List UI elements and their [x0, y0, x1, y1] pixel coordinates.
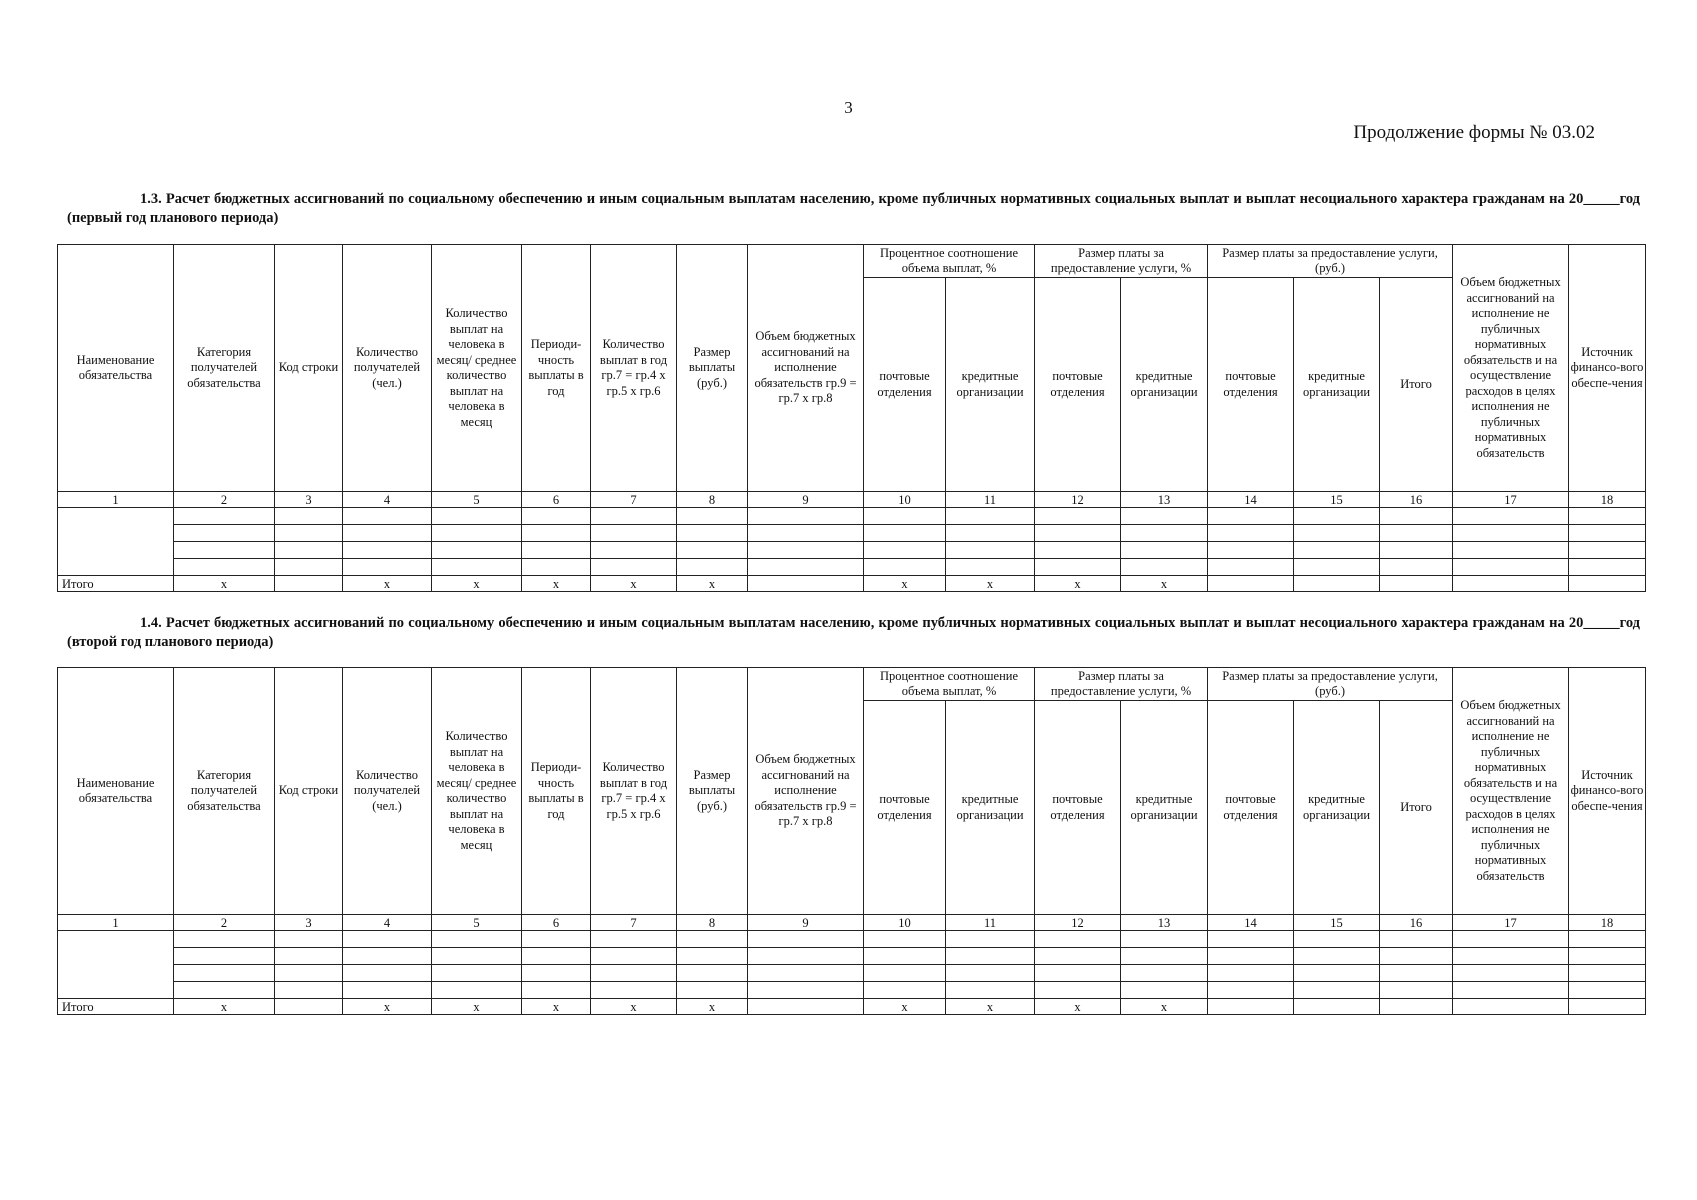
total-cell: x: [1121, 576, 1208, 592]
table-cell[interactable]: [748, 931, 864, 948]
table-cell[interactable]: [677, 525, 748, 542]
table-cell[interactable]: [343, 982, 432, 999]
table-cell[interactable]: [748, 965, 864, 982]
table-cell[interactable]: [1294, 948, 1380, 965]
form-continuation: Продолжение формы № 03.02: [1353, 122, 1595, 143]
header-obligation-name: Наименование обязательства: [58, 668, 174, 915]
column-number: 3: [275, 492, 343, 508]
table-cell[interactable]: [275, 559, 343, 576]
table-cell[interactable]: [1294, 525, 1380, 542]
table-cell[interactable]: [174, 965, 275, 982]
table-cell[interactable]: [591, 525, 677, 542]
total-cell[interactable]: [1569, 576, 1646, 592]
total-cell: x: [1035, 999, 1121, 1015]
total-cell[interactable]: [1453, 999, 1569, 1015]
header-post-offices: почтовые отделения: [1035, 278, 1121, 492]
header-obligation-name: Наименование обязательства: [58, 245, 174, 492]
header-percent-ratio: Процентное соотношение объема выплат, %: [864, 245, 1035, 278]
budget-table-1-4: [57, 667, 1646, 1015]
table-cell[interactable]: [1294, 559, 1380, 576]
table-cell[interactable]: [864, 542, 946, 559]
total-cell: x: [864, 999, 946, 1015]
table-cell[interactable]: [275, 982, 343, 999]
table-cell[interactable]: [174, 559, 275, 576]
table-cell[interactable]: [275, 542, 343, 559]
table-cell[interactable]: [1208, 982, 1294, 999]
section-title-1-3: 1.3. Расчет бюджетных ассигнований по социальному обеспечению и иным социальным выплатам населению, кроме публичных нормативных социальных выплат и выплат несоциального характера гражданам на 20_____год (первый год планового периода): [67, 191, 1640, 226]
table-cell[interactable]: [343, 965, 432, 982]
table-cell[interactable]: [1208, 948, 1294, 965]
header-total: Итого: [1380, 701, 1453, 915]
column-number: 14: [1208, 492, 1294, 508]
column-number: 13: [1121, 492, 1208, 508]
header-credit-orgs: кредитные организации: [946, 701, 1035, 915]
table-cell[interactable]: [677, 948, 748, 965]
column-number: 16: [1380, 915, 1453, 931]
column-number: 11: [946, 915, 1035, 931]
header-payments-per-person: Количество выплат на человека в месяц/ среднее количество выплат на человека в месяц: [432, 245, 522, 492]
total-cell: x: [432, 999, 522, 1015]
column-number: 13: [1121, 915, 1208, 931]
column-number: 2: [174, 915, 275, 931]
table-cell[interactable]: [677, 982, 748, 999]
total-cell: x: [522, 576, 591, 592]
total-cell[interactable]: [275, 999, 343, 1015]
table-cell[interactable]: [522, 542, 591, 559]
column-number: 4: [343, 492, 432, 508]
table-cell[interactable]: [946, 542, 1035, 559]
table-row: [58, 965, 1646, 982]
total-cell[interactable]: [1380, 576, 1453, 592]
table-row: [58, 525, 1646, 542]
column-number: 9: [748, 492, 864, 508]
table-cell[interactable]: [1380, 948, 1453, 965]
column-number: 14: [1208, 915, 1294, 931]
column-number: 10: [864, 492, 946, 508]
header-fee-percent: Размер платы за предоставление услуги, %: [1035, 245, 1208, 278]
header-recipient-count: Количество получателей (чел.): [343, 668, 432, 915]
table-cell[interactable]: [1294, 982, 1380, 999]
column-number: 6: [522, 915, 591, 931]
header-recipient-category: Категория получателей обязательства: [174, 245, 275, 492]
table-cell[interactable]: [1121, 559, 1208, 576]
table-cell[interactable]: [591, 559, 677, 576]
table-cell[interactable]: [748, 508, 864, 525]
header-post-offices: почтовые отделения: [1208, 278, 1294, 492]
table-cell[interactable]: [1569, 931, 1646, 948]
total-cell: x: [677, 999, 748, 1015]
table-cell[interactable]: [1453, 982, 1569, 999]
table-cell[interactable]: [1208, 559, 1294, 576]
table-cell[interactable]: [1453, 965, 1569, 982]
header-post-offices: почтовые отделения: [1035, 701, 1121, 915]
table-cell[interactable]: [1569, 559, 1646, 576]
header-credit-orgs: кредитные организации: [1294, 701, 1380, 915]
table-cell[interactable]: [677, 965, 748, 982]
table-cell[interactable]: [748, 559, 864, 576]
table-cell[interactable]: [748, 525, 864, 542]
table-cell[interactable]: [343, 559, 432, 576]
table-cell[interactable]: [1453, 948, 1569, 965]
table-cell[interactable]: [864, 948, 946, 965]
total-cell[interactable]: [275, 576, 343, 592]
table-cell[interactable]: [748, 542, 864, 559]
column-number: 18: [1569, 492, 1646, 508]
table-row: [58, 931, 1646, 948]
column-number: 7: [591, 915, 677, 931]
table-cell[interactable]: [174, 948, 275, 965]
header-payment-size: Размер выплаты (руб.): [677, 245, 748, 492]
total-cell: x: [591, 576, 677, 592]
table-cell[interactable]: [275, 525, 343, 542]
table-cell[interactable]: [1380, 931, 1453, 948]
table-cell[interactable]: [1121, 931, 1208, 948]
table-cell[interactable]: [1294, 965, 1380, 982]
header-post-offices: почтовые отделения: [864, 701, 946, 915]
table-cell[interactable]: [1121, 508, 1208, 525]
table-cell[interactable]: [174, 542, 275, 559]
table-cell[interactable]: [522, 559, 591, 576]
table-cell[interactable]: [432, 931, 522, 948]
header-payments-per-year: Количество выплат в год гр.7 = гр.4 x гр.5 x гр.6: [591, 668, 677, 915]
header-payment-size: Размер выплаты (руб.): [677, 668, 748, 915]
table-cell[interactable]: [1208, 542, 1294, 559]
total-row: [58, 999, 1646, 1015]
table-cell[interactable]: [864, 931, 946, 948]
header-credit-orgs: кредитные организации: [1294, 278, 1380, 492]
table-cell[interactable]: [591, 542, 677, 559]
table-cell[interactable]: [1380, 965, 1453, 982]
table-cell[interactable]: [1121, 525, 1208, 542]
table-cell[interactable]: [1569, 542, 1646, 559]
table-row: [58, 542, 1646, 559]
table-cell[interactable]: [1569, 525, 1646, 542]
section-title-1-4: 1.4. Расчет бюджетных ассигнований по социальному обеспечению и иным социальным выплатам населению, кроме публичных нормативных социальных выплат и выплат несоциального характера гражданам на 20_____год (второй год планового периода): [67, 615, 1640, 650]
column-number: 17: [1453, 492, 1569, 508]
table-cell[interactable]: [522, 508, 591, 525]
table-cell[interactable]: [1035, 982, 1121, 999]
column-number: 10: [864, 915, 946, 931]
table-cell[interactable]: [343, 508, 432, 525]
table-row: [58, 508, 1646, 525]
total-cell: x: [174, 999, 275, 1015]
total-row: [58, 576, 1646, 592]
column-number: 11: [946, 492, 1035, 508]
column-number: 12: [1035, 915, 1121, 931]
total-cell[interactable]: [1294, 999, 1380, 1015]
table-cell[interactable]: [1121, 982, 1208, 999]
table-cell[interactable]: [1035, 931, 1121, 948]
total-cell[interactable]: [1569, 999, 1646, 1015]
table-cell[interactable]: [275, 931, 343, 948]
table-cell[interactable]: [1035, 508, 1121, 525]
table-row: [58, 559, 1646, 576]
column-number: 18: [1569, 915, 1646, 931]
column-numbers-row: [58, 915, 1646, 931]
table-cell[interactable]: [1380, 525, 1453, 542]
column-number: 8: [677, 915, 748, 931]
column-number: 5: [432, 915, 522, 931]
table-cell[interactable]: [591, 508, 677, 525]
header-fee-rub: Размер платы за предоставление услуги, (руб.): [1208, 245, 1453, 278]
table-cell[interactable]: [1035, 559, 1121, 576]
table-cell[interactable]: [591, 965, 677, 982]
table-cell[interactable]: [1208, 965, 1294, 982]
table-cell[interactable]: [864, 508, 946, 525]
table-cell[interactable]: [522, 948, 591, 965]
header-allocation-volume: Объем бюджетных ассигнований на исполнение обязательств гр.9 = гр.7 x гр.8: [748, 668, 864, 915]
header-nonpublic-volume: Объем бюджетных ассигнований на исполнение не публичных нормативных обязательств и на осуществление расходов в целях исполнения не публичных нормативных обязательств: [1453, 245, 1569, 492]
total-cell: x: [522, 999, 591, 1015]
table-cell[interactable]: [1453, 931, 1569, 948]
total-cell: x: [591, 999, 677, 1015]
table-row: [58, 948, 1646, 965]
column-number: 4: [343, 915, 432, 931]
table-cell[interactable]: [275, 965, 343, 982]
table-cell[interactable]: [946, 508, 1035, 525]
header-row-code: Код строки: [275, 668, 343, 915]
table-cell[interactable]: [58, 508, 174, 576]
column-number: 17: [1453, 915, 1569, 931]
budget-table-1-3: [57, 244, 1646, 592]
column-number: 12: [1035, 492, 1121, 508]
table-cell[interactable]: [174, 525, 275, 542]
header-payments-per-year: Количество выплат в год гр.7 = гр.4 x гр.5 x гр.6: [591, 245, 677, 492]
table-cell[interactable]: [1121, 542, 1208, 559]
table-cell[interactable]: [343, 542, 432, 559]
table-cell[interactable]: [1208, 931, 1294, 948]
table-cell[interactable]: [343, 931, 432, 948]
table-cell[interactable]: [432, 508, 522, 525]
header-credit-orgs: кредитные организации: [1121, 278, 1208, 492]
header-payments-per-person: Количество выплат на человека в месяц/ среднее количество выплат на человека в месяц: [432, 668, 522, 915]
total-cell: x: [946, 576, 1035, 592]
total-cell[interactable]: [1208, 999, 1294, 1015]
header-post-offices: почтовые отделения: [1208, 701, 1294, 915]
table-cell[interactable]: [1380, 559, 1453, 576]
table-cell[interactable]: [1208, 508, 1294, 525]
table-cell[interactable]: [946, 559, 1035, 576]
column-number: 5: [432, 492, 522, 508]
table-cell[interactable]: [1569, 948, 1646, 965]
table-cell[interactable]: [522, 525, 591, 542]
total-cell[interactable]: [1208, 576, 1294, 592]
header-percent-ratio: Процентное соотношение объема выплат, %: [864, 668, 1035, 701]
table-cell[interactable]: [1121, 948, 1208, 965]
table-cell[interactable]: [946, 931, 1035, 948]
table-cell[interactable]: [677, 559, 748, 576]
column-number: 9: [748, 915, 864, 931]
table-cell[interactable]: [432, 542, 522, 559]
table-cell[interactable]: [1453, 508, 1569, 525]
table-cell[interactable]: [946, 525, 1035, 542]
column-number: 7: [591, 492, 677, 508]
total-cell: x: [343, 999, 432, 1015]
table-cell[interactable]: [1294, 931, 1380, 948]
table-cell[interactable]: [522, 931, 591, 948]
table-cell[interactable]: [1380, 508, 1453, 525]
table-cell[interactable]: [677, 931, 748, 948]
total-cell: x: [432, 576, 522, 592]
table-cell[interactable]: [522, 965, 591, 982]
table-cell[interactable]: [275, 948, 343, 965]
table-cell[interactable]: [275, 508, 343, 525]
table-cell[interactable]: [591, 982, 677, 999]
column-number: 1: [58, 492, 174, 508]
header-post-offices: почтовые отделения: [864, 278, 946, 492]
table-cell[interactable]: [1121, 965, 1208, 982]
table-cell[interactable]: [174, 931, 275, 948]
table-cell[interactable]: [1294, 542, 1380, 559]
table-cell[interactable]: [432, 982, 522, 999]
table-cell[interactable]: [864, 965, 946, 982]
column-numbers-row: [58, 492, 1646, 508]
table-cell[interactable]: [432, 559, 522, 576]
table-cell[interactable]: [864, 559, 946, 576]
table-cell[interactable]: [1035, 542, 1121, 559]
table-cell[interactable]: [748, 948, 864, 965]
column-number: 2: [174, 492, 275, 508]
table-cell[interactable]: [1035, 948, 1121, 965]
table-cell[interactable]: [864, 982, 946, 999]
column-number: 3: [275, 915, 343, 931]
table-cell[interactable]: [677, 508, 748, 525]
table-cell[interactable]: [1294, 508, 1380, 525]
column-number: 16: [1380, 492, 1453, 508]
total-cell[interactable]: [748, 576, 864, 592]
table-row: [58, 982, 1646, 999]
header-periodicity: Периоди-чность выплаты в год: [522, 668, 591, 915]
column-number: 1: [58, 915, 174, 931]
table-cell[interactable]: [1569, 508, 1646, 525]
header-credit-orgs: кредитные организации: [1121, 701, 1208, 915]
total-cell[interactable]: [1294, 576, 1380, 592]
table-cell[interactable]: [174, 508, 275, 525]
total-cell: x: [677, 576, 748, 592]
total-cell: x: [946, 999, 1035, 1015]
total-cell: x: [174, 576, 275, 592]
table-cell[interactable]: [343, 948, 432, 965]
column-number: 6: [522, 492, 591, 508]
header-row-code: Код строки: [275, 245, 343, 492]
header-nonpublic-volume: Объем бюджетных ассигнований на исполнение не публичных нормативных обязательств и на осуществление расходов в целях исполнения не публичных нормативных обязательств: [1453, 668, 1569, 915]
column-number: 15: [1294, 492, 1380, 508]
column-number: 15: [1294, 915, 1380, 931]
table-cell[interactable]: [591, 931, 677, 948]
table-cell[interactable]: [946, 965, 1035, 982]
header-total: Итого: [1380, 278, 1453, 492]
table-cell[interactable]: [677, 542, 748, 559]
header-recipient-category: Категория получателей обязательства: [174, 668, 275, 915]
table-cell[interactable]: [1035, 965, 1121, 982]
table-cell[interactable]: [864, 525, 946, 542]
header-fee-rub: Размер платы за предоставление услуги, (руб.): [1208, 668, 1453, 701]
header-credit-orgs: кредитные организации: [946, 278, 1035, 492]
total-label: Итого: [58, 999, 174, 1015]
table-cell[interactable]: [946, 982, 1035, 999]
header-funding-source: Источник финансо-вого обеспе-чения: [1569, 668, 1646, 915]
table-cell[interactable]: [946, 948, 1035, 965]
total-cell: x: [343, 576, 432, 592]
header-periodicity: Периоди-чность выплаты в год: [522, 245, 591, 492]
header-funding-source: Источник финансо-вого обеспе-чения: [1569, 245, 1646, 492]
table-cell[interactable]: [432, 965, 522, 982]
total-cell: x: [864, 576, 946, 592]
table-cell[interactable]: [1569, 982, 1646, 999]
table-cell[interactable]: [522, 982, 591, 999]
page-number: 3: [844, 98, 853, 117]
table-cell[interactable]: [1380, 982, 1453, 999]
total-cell: x: [1121, 999, 1208, 1015]
total-cell[interactable]: [748, 999, 864, 1015]
table-cell[interactable]: [174, 982, 275, 999]
header-fee-percent: Размер платы за предоставление услуги, %: [1035, 668, 1208, 701]
column-number: 8: [677, 492, 748, 508]
header-recipient-count: Количество получателей (чел.): [343, 245, 432, 492]
total-cell[interactable]: [1380, 999, 1453, 1015]
table-cell[interactable]: [1453, 542, 1569, 559]
table-cell[interactable]: [343, 525, 432, 542]
table-cell[interactable]: [1569, 965, 1646, 982]
table-cell[interactable]: [1453, 559, 1569, 576]
table-cell[interactable]: [58, 931, 174, 999]
table-cell[interactable]: [1035, 525, 1121, 542]
table-cell[interactable]: [1380, 542, 1453, 559]
table-cell[interactable]: [432, 525, 522, 542]
table-cell[interactable]: [432, 948, 522, 965]
table-cell[interactable]: [1208, 525, 1294, 542]
total-cell[interactable]: [1453, 576, 1569, 592]
table-cell[interactable]: [591, 948, 677, 965]
table-cell[interactable]: [1453, 525, 1569, 542]
total-cell: x: [1035, 576, 1121, 592]
header-allocation-volume: Объем бюджетных ассигнований на исполнение обязательств гр.9 = гр.7 x гр.8: [748, 245, 864, 492]
total-label: Итого: [58, 576, 174, 592]
table-cell[interactable]: [748, 982, 864, 999]
